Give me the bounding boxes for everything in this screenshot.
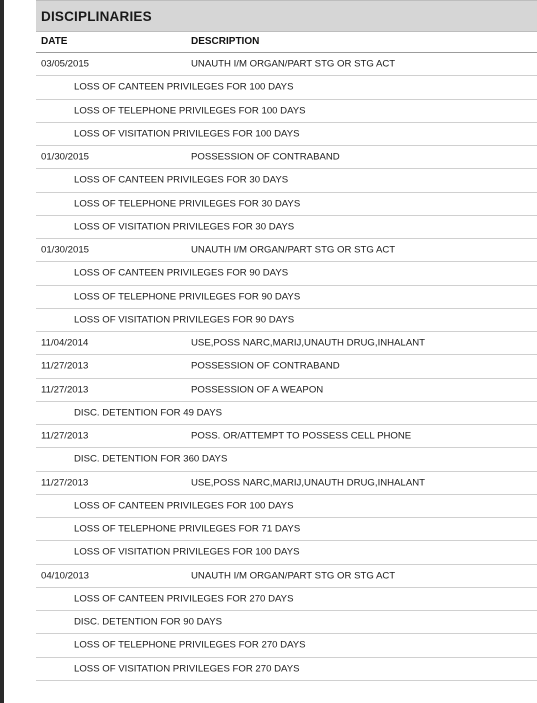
sanction-row	[36, 518, 537, 541]
sanction-description: LOSS OF TELEPHONE PRIVILEGES FOR 270 DAYS	[74, 639, 306, 651]
sanction-description: LOSS OF VISITATION PRIVILEGES FOR 100 DAYS	[74, 128, 300, 140]
sanction-description: LOSS OF CANTEEN PRIVILEGES FOR 90 DAYS	[74, 267, 289, 279]
sanction-row	[36, 402, 537, 425]
sanction-description: LOSS OF VISITATION PRIVILEGES FOR 90 DAYS	[74, 314, 295, 326]
sanction-row	[36, 193, 537, 216]
incident-date: 11/04/2014	[41, 337, 89, 349]
sanction-row	[36, 309, 537, 332]
sanction-row	[36, 658, 537, 681]
incident-date: 04/10/2013	[41, 570, 90, 582]
sanction-description: LOSS OF CANTEEN PRIVILEGES FOR 30 DAYS	[74, 174, 289, 186]
incident-description: UNAUTH I/M ORGAN/PART STG OR STG ACT	[191, 244, 396, 256]
incident-row	[36, 425, 537, 448]
incident-row	[36, 239, 537, 262]
incident-description: POSS. OR/ATTEMPT TO POSSESS CELL PHONE	[191, 430, 412, 442]
incident-description: POSSESSION OF A WEAPON	[191, 384, 324, 396]
sanction-description: LOSS OF VISITATION PRIVILEGES FOR 100 DAYS	[74, 546, 300, 558]
sanction-row	[36, 588, 537, 611]
incident-date: 11/27/2013	[41, 477, 89, 489]
incident-date: 01/30/2015	[41, 151, 90, 163]
sanction-row	[36, 262, 537, 285]
incident-date: 11/27/2013	[41, 430, 89, 442]
sanction-description: DISC. DETENTION FOR 49 DAYS	[74, 407, 223, 419]
incident-row	[36, 355, 537, 378]
sanction-description: DISC. DETENTION FOR 90 DAYS	[74, 616, 223, 628]
incident-row	[36, 146, 537, 169]
incident-row	[36, 53, 537, 76]
sanction-description: LOSS OF TELEPHONE PRIVILEGES FOR 100 DAYS	[74, 105, 306, 117]
sanction-description: LOSS OF CANTEEN PRIVILEGES FOR 100 DAYS	[74, 81, 294, 93]
incident-row	[36, 332, 537, 355]
incident-description: UNAUTH I/M ORGAN/PART STG OR STG ACT	[191, 570, 396, 582]
incident-description: USE,POSS NARC,MARIJ,UNAUTH DRUG,INHALANT	[191, 337, 426, 349]
incident-date: 01/30/2015	[41, 244, 90, 256]
column-header-date: DATE	[41, 36, 68, 47]
sanction-description: LOSS OF CANTEEN PRIVILEGES FOR 270 DAYS	[74, 593, 294, 605]
sanction-row	[36, 286, 537, 309]
sanction-row	[36, 495, 537, 518]
sanction-description: DISC. DETENTION FOR 360 DAYS	[74, 453, 228, 465]
incident-date: 11/27/2013	[41, 360, 89, 372]
sanction-description: LOSS OF TELEPHONE PRIVILEGES FOR 71 DAYS	[74, 523, 301, 535]
sanction-row	[36, 634, 537, 657]
sanction-row	[36, 216, 537, 239]
sanction-row	[36, 123, 537, 146]
section-title: DISCIPLINARIES	[36, 0, 537, 32]
sanction-description: LOSS OF VISITATION PRIVILEGES FOR 30 DAYS	[74, 221, 295, 233]
sanction-row	[36, 100, 537, 123]
sanction-row	[36, 541, 537, 564]
sanction-description: LOSS OF TELEPHONE PRIVILEGES FOR 30 DAYS	[74, 198, 301, 210]
sanction-description: LOSS OF VISITATION PRIVILEGES FOR 270 DAYS	[74, 663, 300, 675]
incident-date: 11/27/2013	[41, 384, 89, 396]
sanction-row	[36, 169, 537, 192]
sanction-description: LOSS OF TELEPHONE PRIVILEGES FOR 90 DAYS	[74, 291, 301, 303]
incident-description: POSSESSION OF CONTRABAND	[191, 151, 340, 163]
window-left-border	[0, 0, 4, 703]
sanction-row	[36, 448, 537, 471]
disciplinaries-panel	[36, 0, 537, 681]
incident-date: 03/05/2015	[41, 58, 90, 70]
sanction-row	[36, 76, 537, 99]
sanction-description: LOSS OF CANTEEN PRIVILEGES FOR 100 DAYS	[74, 500, 294, 512]
disciplinary-list	[36, 53, 537, 681]
incident-description: POSSESSION OF CONTRABAND	[191, 360, 340, 372]
incident-description: USE,POSS NARC,MARIJ,UNAUTH DRUG,INHALANT	[191, 477, 426, 489]
sanction-row	[36, 611, 537, 634]
column-header-description: DESCRIPTION	[191, 36, 260, 47]
incident-row	[36, 472, 537, 495]
incident-row	[36, 565, 537, 588]
incident-description: UNAUTH I/M ORGAN/PART STG OR STG ACT	[191, 58, 396, 70]
incident-row	[36, 379, 537, 402]
column-header-row	[36, 32, 537, 53]
